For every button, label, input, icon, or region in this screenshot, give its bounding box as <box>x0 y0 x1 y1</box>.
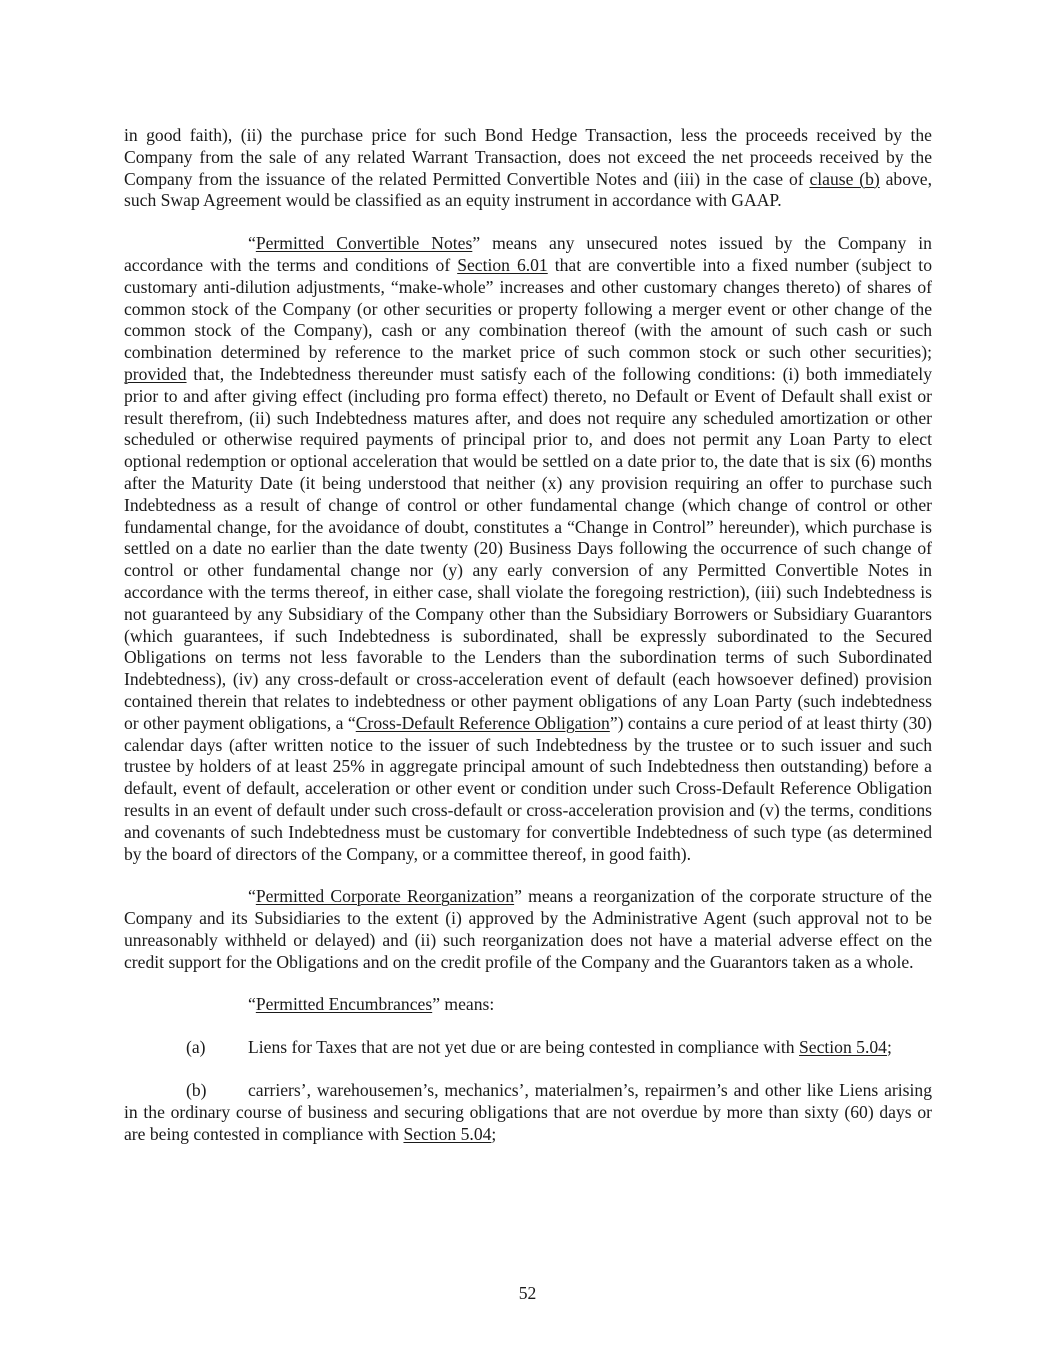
section-reference: Section 5.04 <box>799 1037 887 1058</box>
section-reference: Section 6.01 <box>457 254 548 275</box>
list-item: (a) Liens for Taxes that are not yet due or are being contested in compliance with Section 5.04; <box>186 1037 892 1058</box>
paragraph-continuation: in good faith), (ii) the purchase price for such Bond Hedge Transaction, less the proceeds received by the Company from the sale of any related Warrant Transaction, does not exceed the net proceeds received by the Company from the issuance of the related Permitted Convertible Notes and (iii) in the case of clause (b) above, such Swap Agreement would be classified as an equity instrument in accordance with GAAP. <box>124 125 932 211</box>
definition-permitted-convertible-notes: “Permitted Convertible Notes” means any unsecured notes issued by the Company in accordance with the terms and conditions of Section 6.01 that are convertible into a fixed number (subject to customary anti-dilution adjustments, “make-whole” increases and other customary changes thereto) of shares of common stock of the Company (or other securities or property following a merger event or other change of the common stock of the Company), cash or any combination thereof (with the amount of such cash or such combination determined by reference to the market price of such common stock or such other securities); provided that, the Indebtedness thereunder must satisfy each of the following conditions: (i) both immediately prior to and after giving effect (including pro forma effect) thereto, no Default or Event of Default shall exist or result therefrom, (ii) such Indebtedness matures after, and does not require any scheduled amortization or other scheduled or otherwise required payments of principal prior to, and does not permit any Loan Party to elect optional redemption or optional acceleration that would be settled on a date prior to, the date that is six (6) months after the Maturity Date (it being understood that neither (x) any provision requiring an offer to purchase such Indebtedness as a result of change of control or other fundamental change (which change of control or other fundamental change, for the avoidance of doubt, constitutes a “Change in Control” hereunder), which purchase is settled on a date no earlier than the date twenty (20) Business Days following the occurrence of such change of control or other fundamental change nor (y) any early conversion of any Permitted Convertible Notes in accordance with the terms thereof, in either case, shall violate the foregoing restriction), (iii) such Indebtedness is not guaranteed by any Subsidiary of the Company other than the Subsidiary Borrowers or Subsidiary Guarantors (which guarantees, if such Indebtedness is subordinated, shall be expressly subordinated to the Secured Obligations on terms not less favorable to the Lenders than the subordination terms of such Subordinated Indebtedness), (iv) any cross-default or cross-acceleration event of default (each howsoever defined) provision contained therein that relates to indebtedness or other payment obligations of any Loan Party (such indebtedness or other payment obligations, a “Cross-Default Reference Obligation”) contains a cure period of at least thirty (30) calendar days (after written notice to the issuer of such Indebtedness by the trustee or to such issuer and such trustee by holders of at least 25% in aggregate principal amount of such Indebtedness then outstanding) before a default, event of default, acceleration or other event or condition under such Cross-Default Reference Obligation results in an event of default under such cross-default or cross-acceleration provision and (v) the terms, conditions and covenants of such Indebtedness must be customary for convertible Indebtedness of such type (as determined by the board of directors of the Company, or a committee thereof, in good faith). <box>124 233 933 864</box>
defined-term: Permitted Corporate Reorganization <box>255 886 515 907</box>
section-reference: Section 5.04 <box>403 1123 492 1144</box>
defined-term: Permitted Convertible Notes <box>255 233 473 254</box>
page-number: 52 <box>518 1283 537 1303</box>
provided-term: provided <box>124 363 187 384</box>
clause-b-reference: clause (b) <box>809 168 880 189</box>
definition-permitted-encumbrances: “Permitted Encumbrances” means: <box>248 994 495 1015</box>
defined-term: Cross-Default Reference Obligation <box>355 712 610 733</box>
definition-permitted-corporate-reorganization: “Permitted Corporate Reorganization” means a reorganization of the corporate structure of the Company and its Subsidiaries to the extent (i) approved by the Administrative Agent (such approval not to be unreasonably withheld or delayed) and (ii) such reorganization does not have a material adverse effect on the credit support for the Obligations and on the credit profile of the Company and the Guarantors taken as a whole. <box>124 886 932 972</box>
list-item: (b) carriers’, warehousemen’s, mechanics’, materialmen’s, repairmen’s and other like Liens arising in the ordinary course of business and securing obligations that are not overdue by more than sixty (60) days or are being contested in compliance with Section 5.04; <box>124 1080 932 1144</box>
item-label: (a) <box>186 1037 206 1058</box>
document-page <box>124 125 932 1166</box>
defined-term: Permitted Encumbrances <box>255 994 433 1015</box>
item-label: (b) <box>186 1080 207 1101</box>
